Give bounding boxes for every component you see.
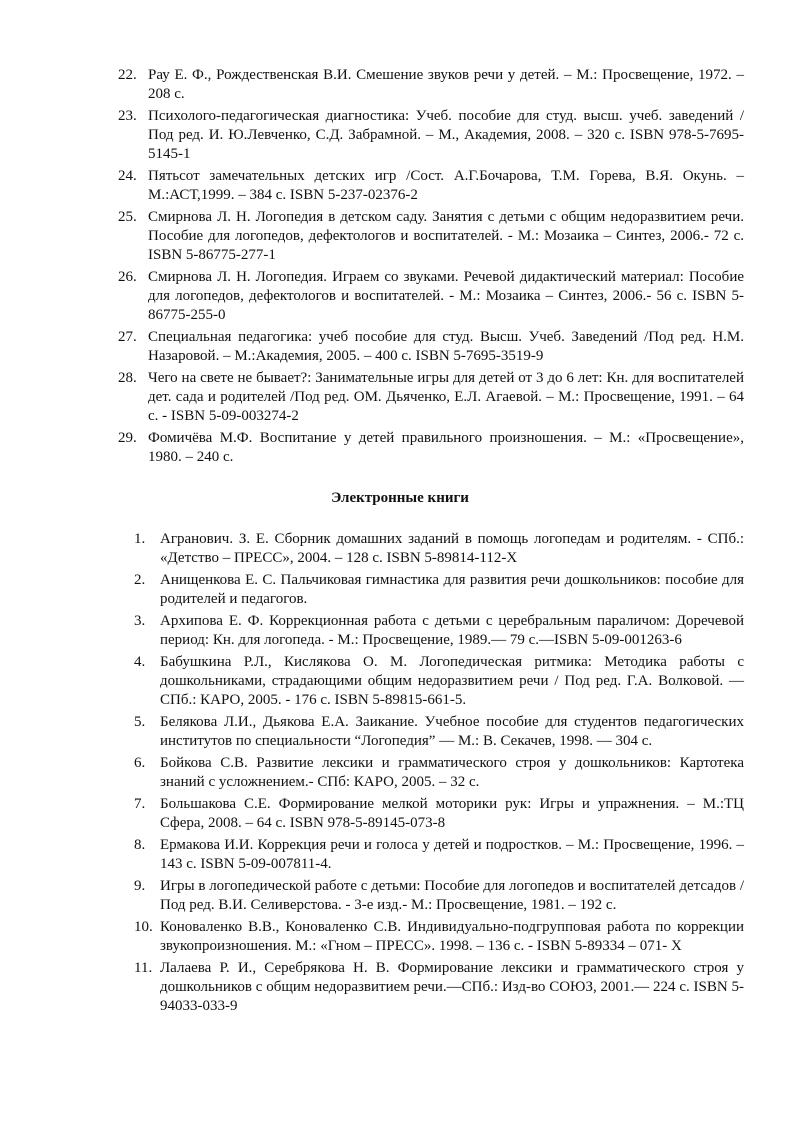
reference-text: Агранович. З. Е. Сборник домашних заданий в помощь логопедам и родителям. - СПб.: «Детство – ПРЕСС», 2004. – 128 с. ISBN 5-89814-112-X bbox=[160, 531, 744, 566]
reference-text: Специальная педагогика: учеб пособие для студ. Высш. Учеб. Заведений /Под ред. Н.М. Назаровой. – М.:Академия, 2005. – 400 с. ISBN 5-7695-3519-9 bbox=[148, 329, 744, 364]
reference-item bbox=[134, 795, 744, 833]
reference-item bbox=[118, 328, 744, 366]
reference-item bbox=[134, 571, 744, 609]
reference-text: Коноваленко В.В., Коноваленко С.В. Индивидуально-подгрупповая работа по коррекции звукопроизношения. М.: «Гном – ПРЕСС». 1998. – 136 с. - ISBN 5-89334 – 071- X bbox=[160, 919, 744, 954]
bibliography-list bbox=[118, 66, 744, 470]
reference-number: 27. bbox=[118, 329, 137, 345]
reference-number: 6. bbox=[134, 755, 146, 771]
reference-item bbox=[118, 107, 744, 164]
reference-number: 24. bbox=[118, 168, 137, 184]
reference-text: Пятьсот замечательных детских игр /Сост. А.Г.Бочарова, Т.М. Горева, В.Я. Окунь. – М.:АСТ,1999. – 384 с. ISBN 5-237-02376-2 bbox=[148, 168, 744, 203]
reference-text: Чего на свете не бывает?: Занимательные игры для детей от 3 до 6 лет: Кн. для воспитателей дет. сада и родителей /Под ред. ОМ. Дьяченко, Е.Л. Агаевой. – М.: Просвещение, 1991. – 64 с. - ISBN 5-09-003274-2 bbox=[148, 370, 744, 424]
reference-item bbox=[118, 208, 744, 265]
ebooks-list bbox=[134, 530, 744, 1019]
reference-text: Смирнова Л. Н. Логопедия. Играем со звуками. Речевой дидактический материал: Пособие для логопедов, дефектологов и воспитателей. - М.: Мозаика – Синтез, 2006.- 56 с. ISBN 5-86775-255-0 bbox=[148, 269, 744, 323]
reference-number: 2. bbox=[134, 572, 146, 588]
reference-text: Белякова Л.И., Дьякова Е.А. Заикание. Учебное пособие для студентов педагогических институтов по специальности “Логопедия” — М.: В. Секачев, 1998. — 304 с. bbox=[160, 714, 744, 749]
reference-item bbox=[134, 653, 744, 710]
reference-number: 7. bbox=[134, 796, 146, 812]
reference-item bbox=[118, 66, 744, 104]
reference-item bbox=[134, 959, 744, 1016]
reference-text: Психолого-педагогическая диагностика: Учеб. пособие для студ. высш. учеб. заведений /Под ред. И. Ю.Левченко, С.Д. Забрамной. – М., Академия, 2008. – 320 с. ISBN 978-5-7695-5145-1 bbox=[148, 108, 744, 162]
reference-number: 10. bbox=[134, 919, 153, 935]
reference-number: 28. bbox=[118, 370, 137, 386]
reference-number: 25. bbox=[118, 209, 137, 225]
reference-item bbox=[134, 877, 744, 915]
reference-text: Лалаева Р. И., Серебрякова Н. В. Формирование лексики и грамматического строя у дошкольников с общим недоразвитием речи.—СПб.: Изд-во СОЮЗ, 2001.— 224 с. ISBN 5-94033-033-9 bbox=[160, 960, 744, 1014]
reference-item bbox=[134, 530, 744, 568]
reference-item bbox=[118, 369, 744, 426]
reference-text: Рау Е. Ф., Рождественская В.И. Смешение звуков речи у детей. – М.: Просвещение, 1972. – 208 с. bbox=[148, 67, 744, 102]
reference-item bbox=[134, 713, 744, 751]
reference-item bbox=[134, 754, 744, 792]
reference-number: 26. bbox=[118, 269, 137, 285]
reference-number: 5. bbox=[134, 714, 146, 730]
reference-text: Смирнова Л. Н. Логопедия в детском саду. Занятия с детьми с общим недоразвитием речи. Пособие для логопедов, дефектологов и воспитателей. - М.: Мозаика – Синтез, 2006.- 72 с. ISBN 5-86775-277-1 bbox=[148, 209, 744, 263]
reference-number: 8. bbox=[134, 837, 146, 853]
section-title: Электронные книги bbox=[331, 490, 469, 506]
reference-text: Игры в логопедической работе с детьми: Пособие для логопедов и воспитателей детсадов / Под ред. В.И. Селиверстова. - 3-е изд.- М.: Просвещение, 1981. – 192 с. bbox=[160, 878, 744, 913]
reference-item bbox=[134, 836, 744, 874]
reference-text: Фомичёва М.Ф. Воспитание у детей правильного произношения. – М.: «Просвещение», 1980. – 240 с. bbox=[148, 430, 744, 465]
reference-item bbox=[134, 918, 744, 956]
reference-text: Большакова С.Е. Формирование мелкой моторики рук: Игры и упражнения. – М.:ТЦ Сфера, 2008. – 64 с. ISBN 978-5-89145-073-8 bbox=[160, 796, 744, 831]
reference-text: Анищенкова Е. С. Пальчиковая гимнастика для развития речи дошкольников: пособие для родителей и педагогов. bbox=[160, 572, 744, 607]
reference-item bbox=[118, 429, 744, 467]
reference-number: 3. bbox=[134, 613, 146, 629]
reference-number: 23. bbox=[118, 108, 137, 124]
reference-number: 22. bbox=[118, 67, 137, 83]
reference-item bbox=[118, 167, 744, 205]
reference-number: 29. bbox=[118, 430, 137, 446]
reference-number: 11. bbox=[134, 960, 153, 976]
reference-text: Ермакова И.И. Коррекция речи и голоса у детей и подростков. – М.: Просвещение, 1996. – 143 с. ISBN 5-09-007811-4. bbox=[160, 837, 744, 872]
reference-number: 1. bbox=[134, 531, 146, 547]
reference-item bbox=[134, 612, 744, 650]
reference-text: Архипова Е. Ф. Коррекционная работа с детьми с церебральным параличом: Доречевой период: Кн. для логопеда. - М.: Просвещение, 1989.— 79 с.—ISBN 5-09-001263-6 bbox=[160, 613, 744, 648]
reference-item bbox=[118, 268, 744, 325]
reference-text: Бабушкина Р.Л., Кислякова О. М. Логопедическая ритмика: Методика работы с дошкольниками, страдающими общим недоразвитием речи / Под ред. Г.А. Волковой. —СПб.: КАРО, 2005. - 176 с. ISBN 5-89815-661-5. bbox=[160, 654, 744, 708]
reference-text: Бойкова С.В. Развитие лексики и грамматического строя у дошкольников: Картотека знаний с усложнением.- СПб: КАРО, 2005. – 32 с. bbox=[160, 755, 744, 790]
reference-number: 9. bbox=[134, 878, 146, 894]
reference-number: 4. bbox=[134, 654, 146, 670]
